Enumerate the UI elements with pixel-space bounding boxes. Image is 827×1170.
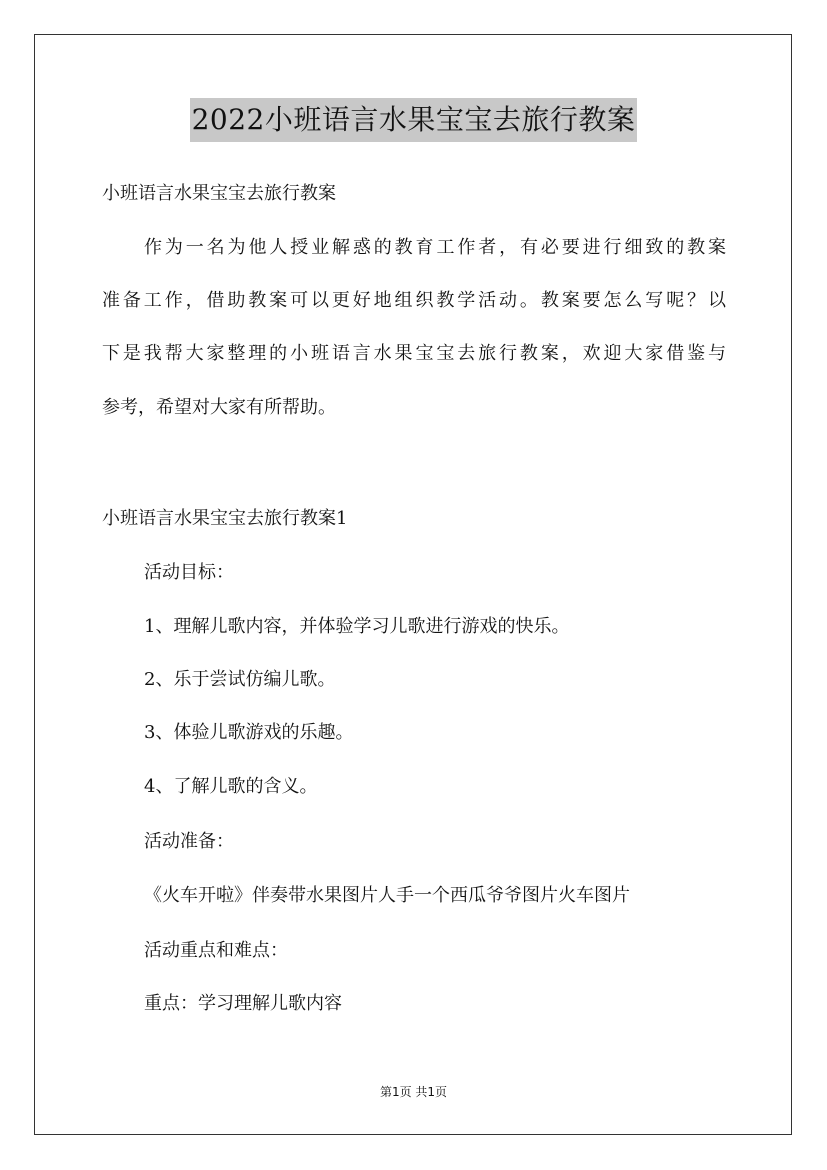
goal-item-4: 4、了解儿歌的含义。 [144,776,318,797]
section-heading: 小班语言水果宝宝去旅行教案1 [102,508,348,529]
page-footer: 第1页 共1页 [379,1085,448,1099]
goal-item-3: 3、体验儿歌游戏的乐趣。 [144,722,354,743]
intro-line-2: 准备工作，借助教案可以更好地组织教学活动。教案要怎么写呢？以 [102,290,726,311]
prep-text: 《火车开啦》伴奏带水果图片人手一个西瓜爷爷图片火车图片 [144,885,630,906]
goal-item-2: 2、乐于尝试仿编儿歌。 [144,669,336,690]
prep-heading: 活动准备： [144,831,234,852]
focus-text: 重点：学习理解儿歌内容 [144,993,342,1014]
focus-heading: 活动重点和难点： [144,940,288,961]
goals-heading: 活动目标： [144,562,234,583]
goal-item-1: 1、理解儿歌内容，并体验学习儿歌进行游戏的快乐。 [144,616,570,637]
document-title: 2022小班语言水果宝宝去旅行教案 [190,98,638,142]
intro-line-3: 下是我帮大家整理的小班语言水果宝宝去旅行教案，欢迎大家借鉴与 [102,343,726,364]
intro-line-4: 参考，希望对大家有所帮助。 [102,397,336,418]
intro-line-1: 作为一名为他人授业解惑的教育工作者，有必要进行细致的教案 [144,237,726,258]
document-subtitle: 小班语言水果宝宝去旅行教案 [102,183,336,204]
document-title-block [0,98,827,142]
